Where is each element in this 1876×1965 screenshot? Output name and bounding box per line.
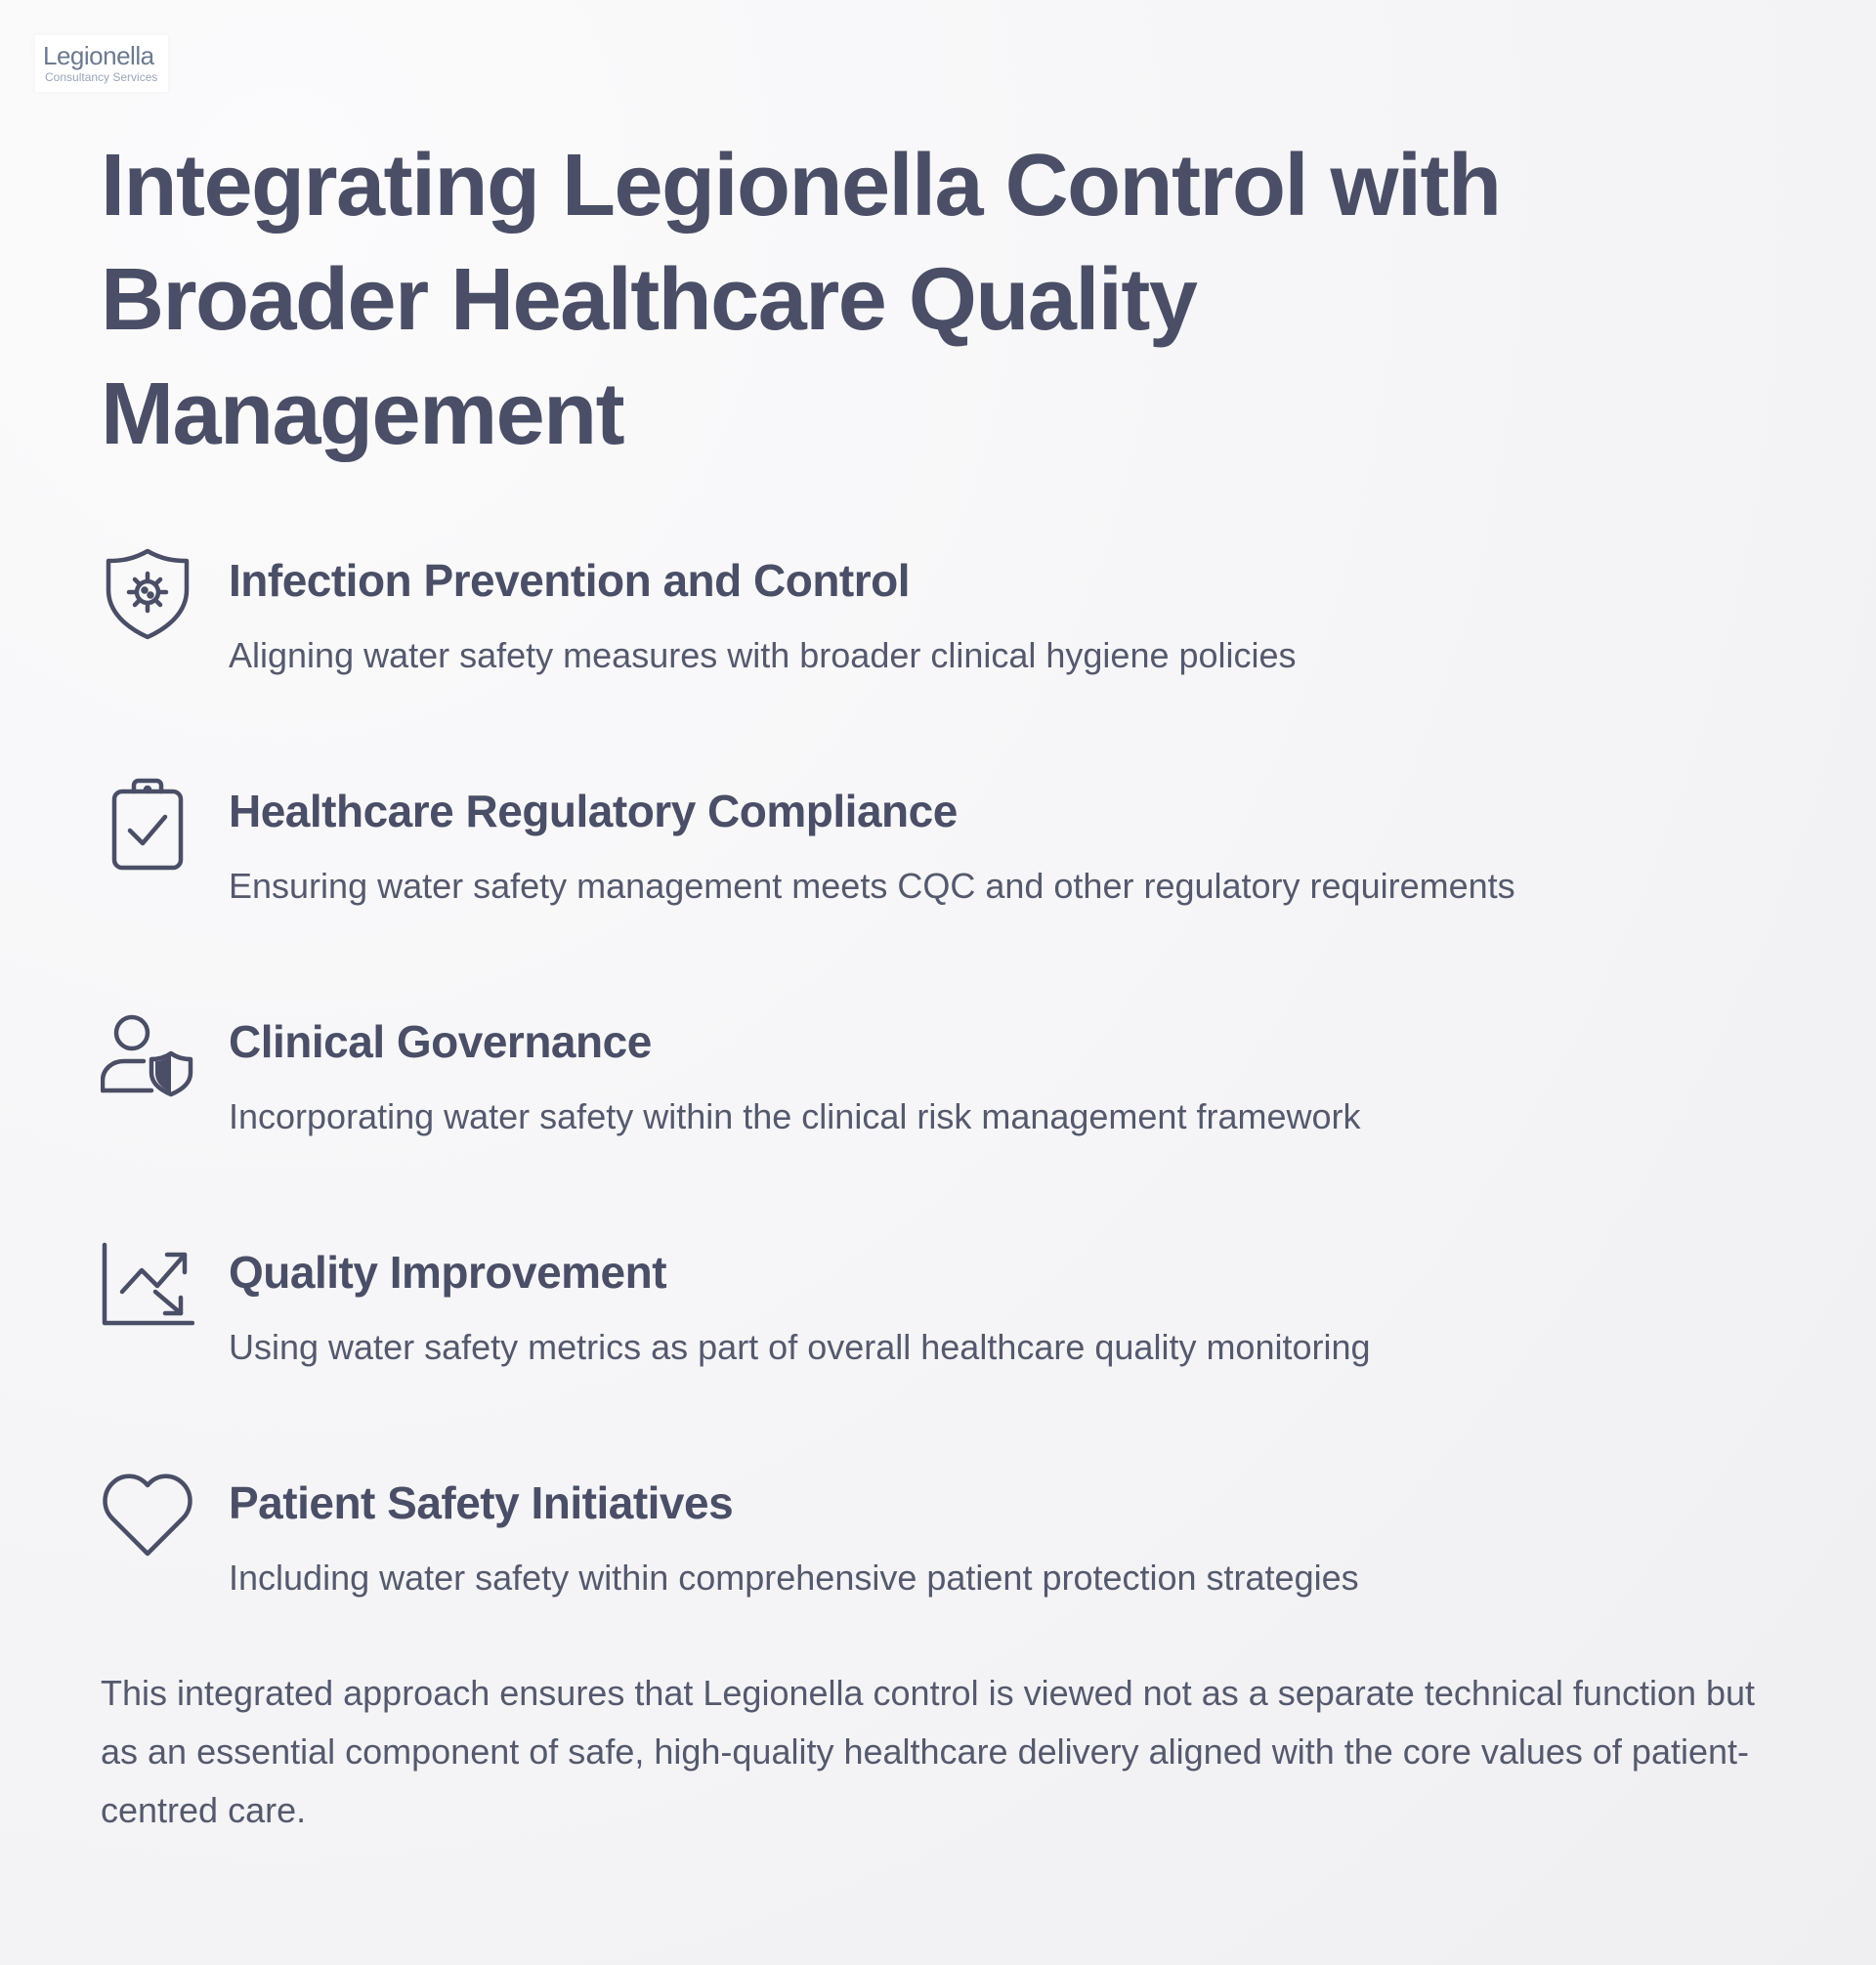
page-title: Integrating Legionella Control with Broader Healthcare Quality Management xyxy=(101,137,1501,463)
item-title: Infection Prevention and Control xyxy=(229,555,911,606)
item-description: Including water safety within comprehensive patient protection strategies xyxy=(229,1558,1359,1598)
item-description: Aligning water safety measures with broader clinical hygiene policies xyxy=(229,635,1297,675)
heart-icon xyxy=(101,1470,194,1563)
item-description: Ensuring water safety management meets CQC and other regulatory requirements xyxy=(229,866,1515,906)
clipboard-check-icon xyxy=(101,778,194,872)
shield-virus-icon xyxy=(101,547,194,641)
item-title: Patient Safety Initiatives xyxy=(229,1477,734,1528)
item-title: Quality Improvement xyxy=(229,1247,667,1298)
item-description: Incorporating water safety within the clinical risk management framework xyxy=(229,1096,1361,1136)
conclusion-paragraph: This integrated approach ensures that Legionella control is viewed not as a separate technical function but as an essential component of safe, high-quality healthcare delivery aligned with the core values of patient-centred care. xyxy=(101,1673,1756,1830)
list-item-infection-prevention xyxy=(101,547,1762,723)
list-item-patient-safety xyxy=(101,1470,1762,1645)
logo-name: Legionella xyxy=(43,41,154,70)
list-item-regulatory-compliance xyxy=(101,778,1762,954)
user-shield-icon xyxy=(101,1008,194,1102)
trend-chart-icon xyxy=(101,1239,194,1333)
list-item-quality-improvement xyxy=(101,1239,1762,1415)
item-title: Healthcare Regulatory Compliance xyxy=(229,786,958,836)
logo-tagline: Consultancy Services xyxy=(45,70,158,84)
company-logo xyxy=(35,35,168,92)
item-description: Using water safety metrics as part of overall healthcare quality monitoring xyxy=(229,1327,1371,1367)
list-item-clinical-governance xyxy=(101,1008,1762,1184)
item-title: Clinical Governance xyxy=(229,1016,652,1067)
